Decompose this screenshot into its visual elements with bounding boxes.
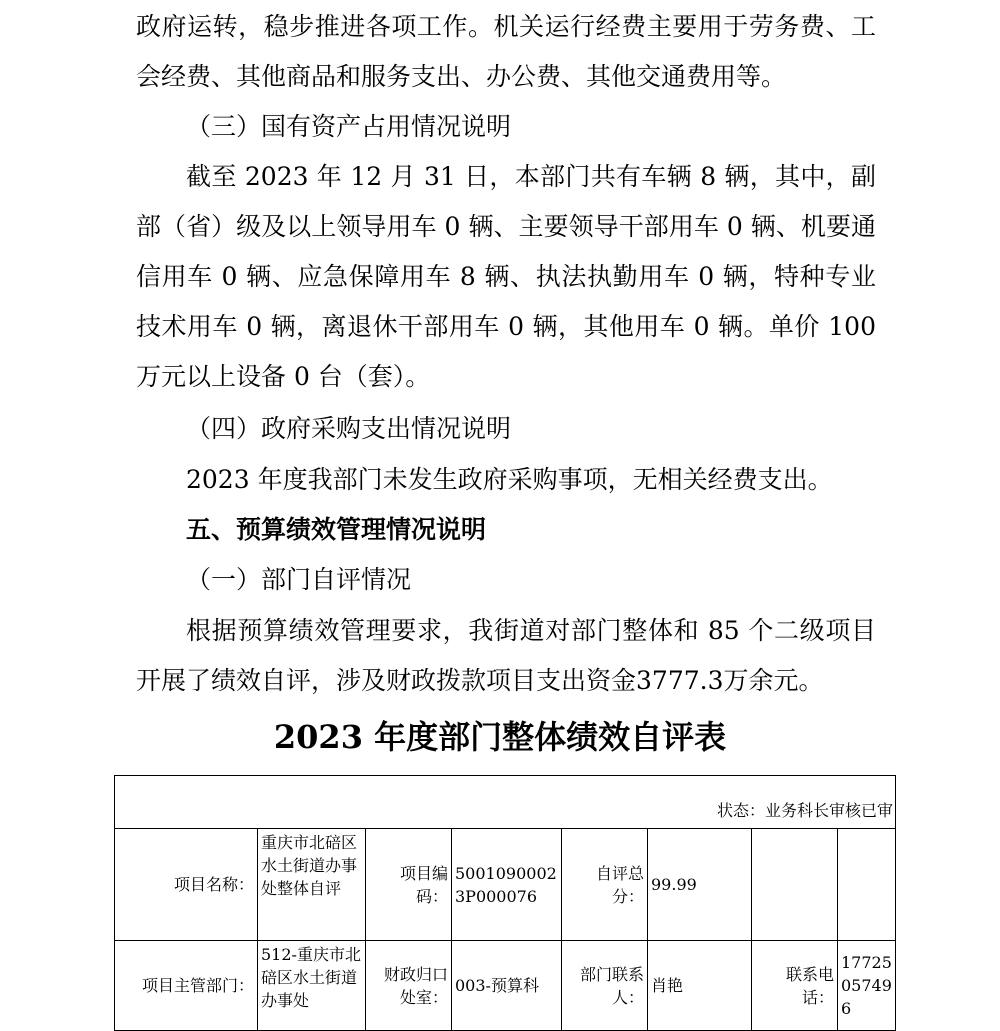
finance-value: 003-预算科 [452,941,562,1031]
contact-value: 肖艳 [648,941,752,1031]
project-code-label: 项目编码： [366,829,452,941]
table-row [115,829,896,941]
dept-value: 512-重庆市北碚区水土街道办事处 [258,941,366,1031]
contact-label: 部门联系人： [562,941,648,1031]
project-name-value: 重庆市北碚区水土街道办事处整体自评 [258,829,366,941]
score-value: 99.99 [648,829,752,941]
section-heading-assets: （三）国有资产占用情况说明 [186,112,512,141]
table-title: 2023 年度部门整体绩效自评表 [273,718,727,756]
project-code-value: 50010900023P000076 [452,829,562,941]
table-status-row [115,776,896,829]
paragraph-self-eval: 根据预算绩效管理要求，我街道对部门整体和 85 个二级项目开展了绩效自评，涉及财政拨款项目支出资金3777.3万余元。 [136,616,876,695]
score-label: 自评总分： [562,829,648,941]
section-heading-procurement: （四）政府采购支出情况说明 [186,414,512,443]
status-text: 状态：业务科长审核已审 [115,776,896,829]
section-heading-performance: 五、预算绩效管理情况说明 [186,515,487,544]
phone-label: 联系电话： [752,941,838,1031]
paragraph-operating-expenses: 政府运转，稳步推进各项工作。机关运行经费主要用于劳务费、工会经费、其他商品和服务支出、办公费、其他交通费用等。 [136,12,876,91]
self-eval-table [114,775,896,1031]
paragraph-procurement: 2023 年度我部门未发生政府采购事项，无相关经费支出。 [186,465,833,494]
subsection-heading-self-eval: （一）部门自评情况 [186,565,412,594]
empty-cell [752,829,838,941]
finance-label: 财政归口处室： [366,941,452,1031]
dept-label: 项目主管部门： [115,941,258,1031]
phone-value: 17725057496 [838,941,896,1031]
paragraph-vehicles: 截至 2023 年 12 月 31 日，本部门共有车辆 8 辆，其中，副部（省）级及以上领导用车 0 辆、主要领导干部用车 0 辆、机要通信用车 0 辆、应急保障用车 8 辆、执法执勤用车 0 辆，特种专业技术用车 0 辆，离退休干部用车 0 辆，其他用车 0 辆。单价 100 万元以上设备 0 台（套）。 [136,162,876,391]
project-name-label: 项目名称： [115,829,258,941]
empty-cell [838,829,896,941]
table-row [115,941,896,1031]
